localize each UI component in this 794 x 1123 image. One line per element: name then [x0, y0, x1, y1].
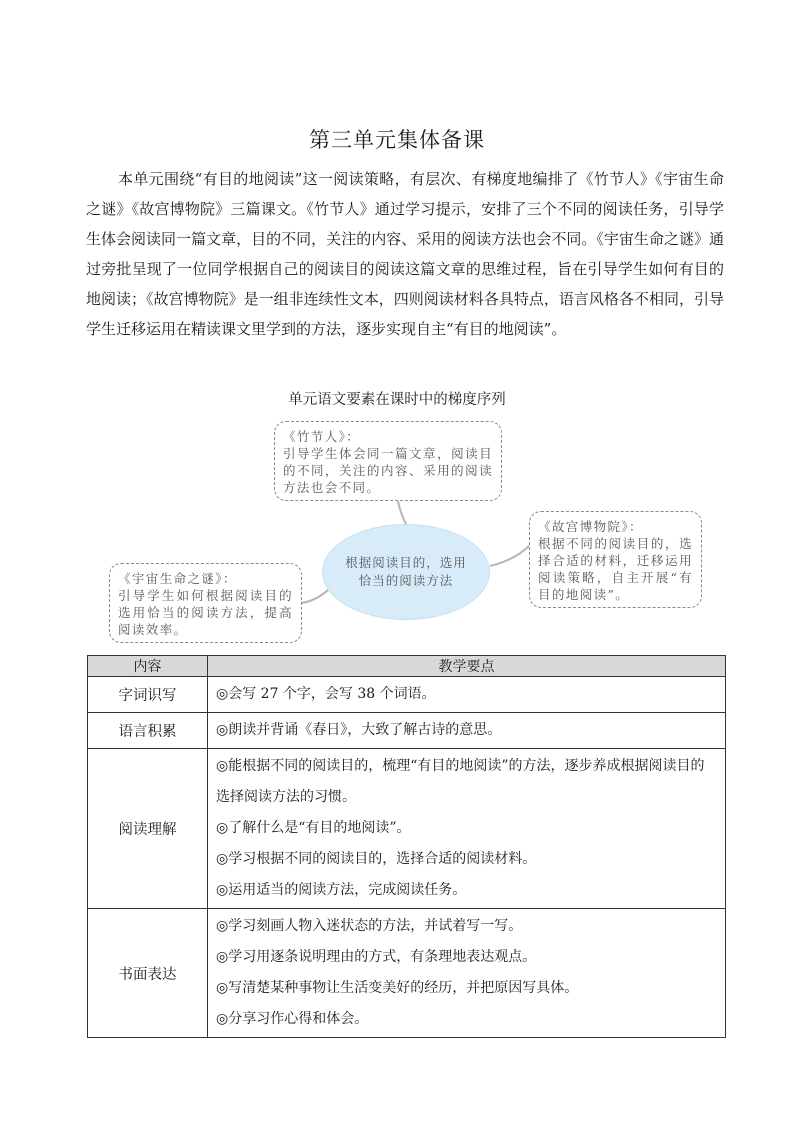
connector-top — [398, 501, 406, 524]
point-item: ◎运用适当的阅读方法，完成阅读任务。 — [216, 882, 467, 898]
center-node-text: 根据阅读目的，选用恰当的阅读方法 — [345, 555, 467, 588]
connector-right — [490, 545, 530, 566]
page-title: 第三单元集体备课 — [309, 128, 485, 152]
point-item: ◎朗读并背诵《春日》，大致了解古诗的意思。 — [216, 722, 502, 738]
bubble-zhujieren-text: 引导学生体会同一篇文章，阅读目的不同，关注的内容、采用的阅读方法也会不同。 — [283, 446, 493, 495]
row-category: 阅读理解 — [88, 749, 208, 909]
bubble-gugong — [529, 511, 702, 608]
center-node — [322, 524, 490, 620]
table-header-content: 内容 — [88, 656, 208, 677]
row-category: 语言积累 — [88, 713, 208, 749]
bubble-gugong-title: 《故宫博物院》： — [538, 519, 643, 534]
table-row — [88, 713, 726, 749]
bubble-yuzhou-text: 引导学生如何根据阅读目的选用恰当的阅读方法，提高阅读效率。 — [118, 588, 293, 637]
connector-left — [302, 588, 330, 603]
bubble-zhujieren-title: 《竹节人》： — [283, 429, 361, 444]
table-row — [88, 909, 726, 1038]
point-item: ◎分享习作心得和体会。 — [216, 1011, 369, 1027]
point-item: ◎会写 27 个字，会写 38 个词语。 — [216, 686, 436, 702]
row-points — [208, 749, 726, 909]
table-header-points: 教学要点 — [208, 656, 726, 677]
diagram-title: 单元语文要素在课时中的梯度序列 — [288, 392, 506, 408]
point-item: ◎学习根据不同的阅读目的，选择合适的阅读材料。 — [216, 851, 537, 867]
point-item: ◎学习用逐条说明理由的方式，有条理地表达观点。 — [216, 949, 537, 965]
point-item: ◎写清楚某种事物让生活变美好的经历，并把原因写具体。 — [216, 980, 579, 996]
table-row — [88, 677, 726, 713]
bubble-yuzhou-title: 《宇宙生命之谜》： — [118, 571, 237, 586]
row-category: 书面表达 — [88, 909, 208, 1038]
row-points — [208, 677, 726, 713]
intro-paragraph: 本单元围绕“有目的地阅读”这一阅读策略，有层次、有梯度地编排了《竹节人》《宇宙生命之谜》《故宫博物院》三篇课文。《竹节人》通过学习提示，安排了三个不同的阅读任务，引导学生体会阅读同一篇文章，目的不同，关注的内容、采用的阅读方法也会不同。《宇宙生命之谜》通过旁批呈现了一位同学根据自己的阅读目的阅读这篇文章的思维过程，旨在引导学生如何有目的地阅读；《故宫博物院》是一组非连续性文本，四则阅读材料各具特点，语言风格各不相同，引导学生迁移运用在精读课文里学到的方法，逐步实现自主“有目的地阅读”。 — [86, 170, 724, 338]
table-row — [88, 749, 726, 909]
row-points — [208, 713, 726, 749]
row-category: 字词识写 — [88, 677, 208, 713]
bubble-yuzhou — [109, 563, 302, 643]
bubble-gugong-text: 根据不同的阅读目的，选择合适的材料，迁移运用阅读策略，自主开展“有目的地阅读”。 — [538, 536, 693, 602]
point-item: ◎了解什么是“有目的地阅读”。 — [216, 820, 411, 836]
bubble-zhujieren — [274, 421, 502, 501]
teaching-points-table — [87, 655, 726, 1038]
point-item: ◎能根据不同的阅读目的，梳理“有目的地阅读”的方法，逐步养成根据阅读目的选择阅读方法的习惯。 — [216, 758, 705, 805]
point-item: ◎学习刻画人物入迷状态的方法，并试着写一写。 — [216, 918, 523, 934]
row-points — [208, 909, 726, 1038]
table-header-row — [88, 656, 726, 677]
